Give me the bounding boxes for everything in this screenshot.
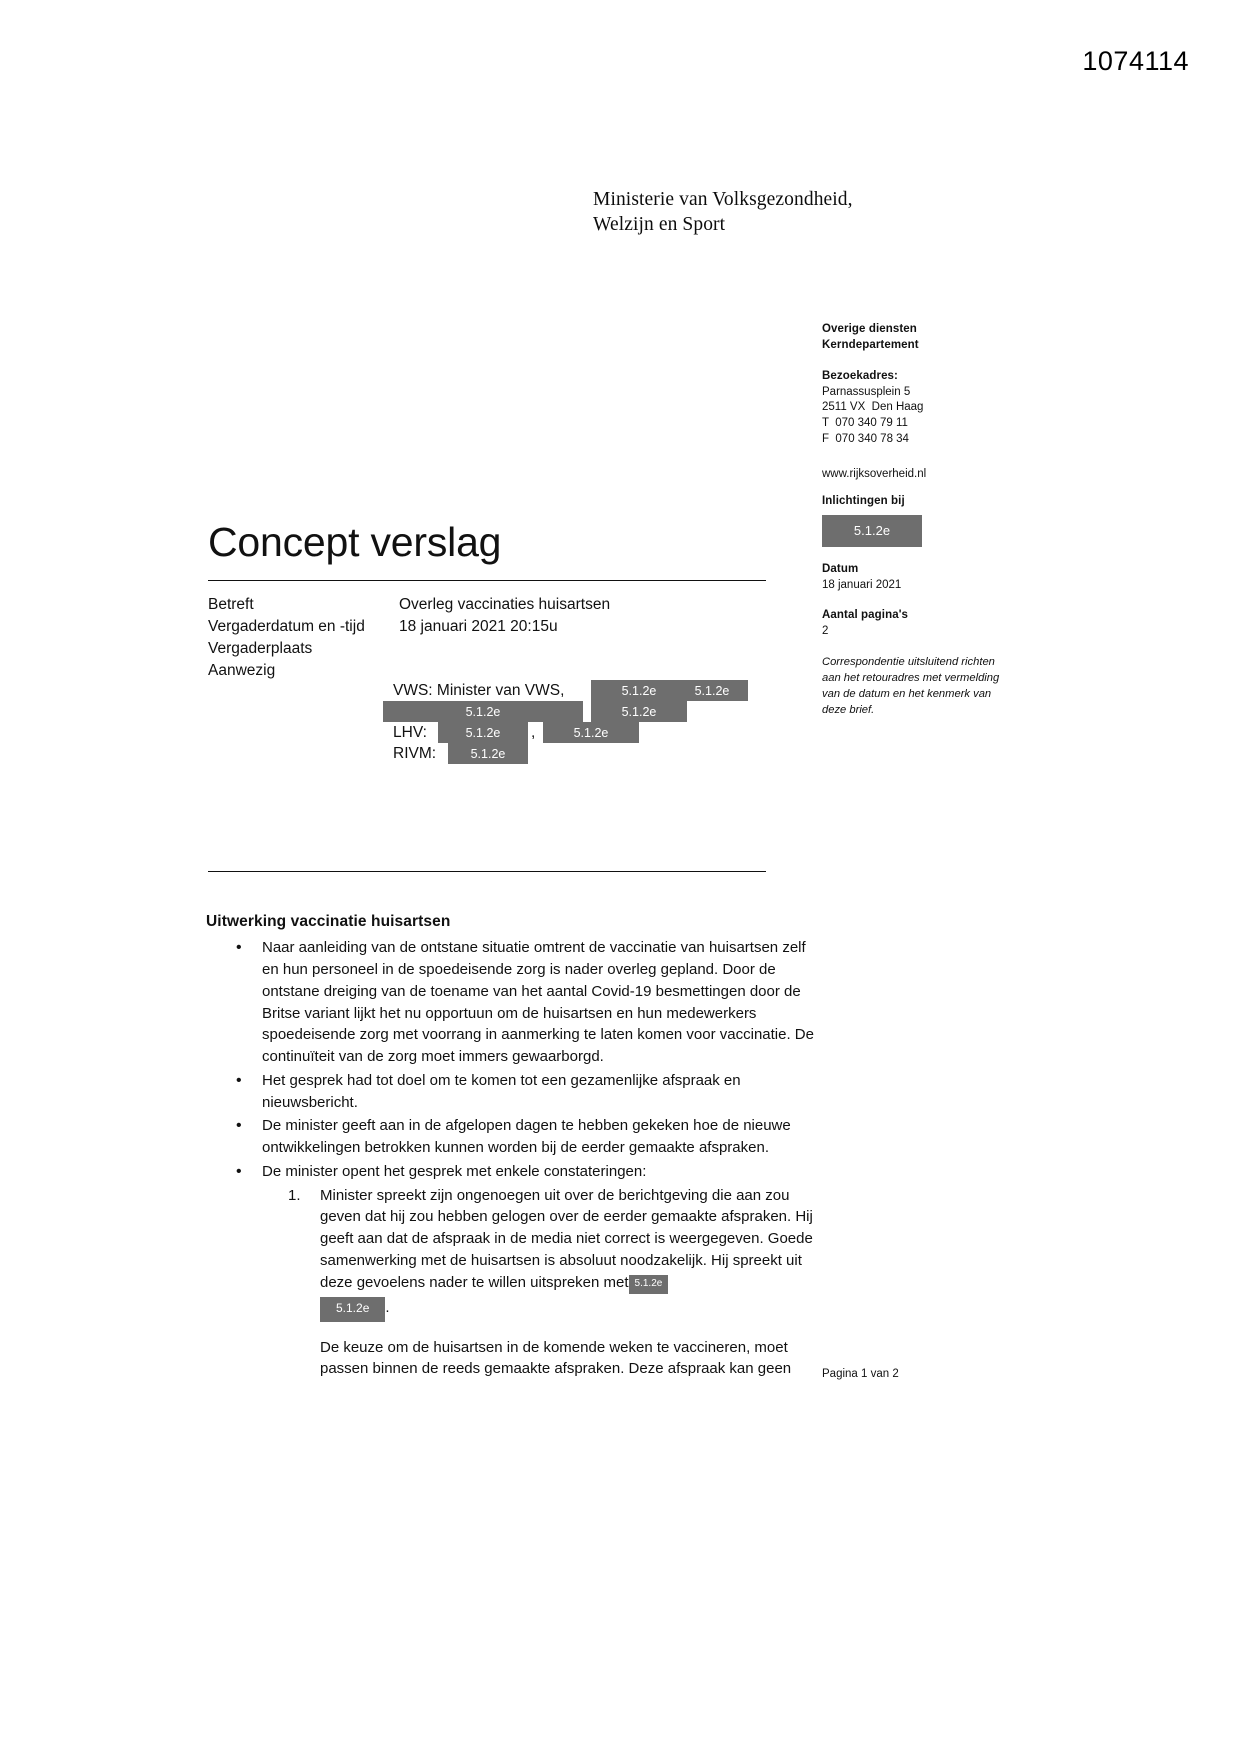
redaction-box-vws-4: 5.1.2e: [591, 701, 687, 722]
attendee-org-vws: VWS: Minister van VWS,: [393, 682, 565, 699]
attendee-line-rivm: [393, 743, 813, 764]
fax-number: F 070 340 78 34: [822, 433, 909, 446]
document-number: 1074114: [1082, 46, 1189, 76]
redaction-box-vws-2: 5.1.2e: [676, 680, 748, 701]
attendee-separator-lhv: ,: [531, 724, 536, 741]
field-label-betreft: Betreft: [208, 596, 254, 613]
bullet-list: [206, 937, 816, 1380]
document-body: [206, 911, 816, 1382]
page-count-label: Aantal pagina's: [822, 609, 909, 622]
field-label-aanwezig: Aanwezig: [208, 662, 276, 679]
list-item: • Naar aanleiding van de ontstane situatie omtrent de vaccinatie van huisartsen zelf en hun personeel in de spoedeisende zorg is nader overleg gepland. Door de ontstane dreiging van de toename van het aantal Covid-19 besmettingen door de Britse variant lijkt het nu opportuun om de huisartsen en hun medewerkers spoedeisende zorg met voorrang in aanmerking te laten komen voor vaccinatie. De continuïteit van de zorg moet immers gewaarborgd.: [236, 937, 816, 1068]
page-count-value: 2: [822, 625, 829, 638]
attendee-line-lhv: [393, 722, 813, 743]
page-title: Concept verslag: [208, 519, 502, 566]
redaction-box-lhv-1: 5.1.2e: [438, 722, 528, 743]
department-line-2: Kerndepartement: [822, 338, 919, 351]
redaction-box-vws-3: 5.1.2e: [383, 701, 583, 722]
field-value-vergaderdatum: 18 januari 2021 20:15u: [399, 618, 558, 635]
redaction-box-vws-1: 5.1.2e: [591, 680, 687, 701]
field-value-betreft: Overleg vaccinaties huisartsen: [399, 596, 611, 613]
phone-number: T 070 340 79 11: [822, 417, 908, 430]
divider-bottom: [208, 871, 766, 872]
redaction-box-body-1: 5.1.2e: [629, 1275, 669, 1295]
numbered-list: [262, 1185, 816, 1380]
attendee-line-vws-2: [393, 701, 813, 722]
field-row-vergaderdatum: [208, 616, 808, 638]
attendee-list: [393, 680, 813, 764]
field-label-vergaderplaats: Vergaderplaats: [208, 640, 313, 657]
redaction-box-body-2: 5.1.2e: [320, 1297, 385, 1321]
redaction-box-rivm-1: 5.1.2e: [448, 743, 528, 764]
redaction-box-lhv-2: 5.1.2e: [543, 722, 639, 743]
date-value: 18 januari 2021: [822, 578, 902, 591]
address-city: 2511 VX Den Haag: [822, 401, 924, 414]
field-row-aanwezig: [208, 660, 808, 682]
department-line-1: Overige diensten: [822, 323, 917, 335]
list-item: • De minister geeft aan in de afgelopen dagen te hebben gekeken hoe de nieuwe ontwikkelingen betrokken kunnen worden bij de eerder gemaakte afspraken.: [236, 1115, 816, 1159]
ministry-wordmark: [593, 188, 853, 238]
closing-paragraph: De keuze om de huisartsen in de komende weken te vaccineren, moet passen binnen de reeds gemaakte afspraken. Deze afspraak kan geen: [320, 1338, 792, 1378]
numbered-item-period: .: [385, 1299, 390, 1317]
page-footer: Pagina 1 van 2: [822, 1368, 899, 1380]
address-street: Parnassusplein 5: [822, 385, 911, 398]
numbered-item-text: Minister spreekt zijn ongenoegen uit over de berichtgeving die aan zou geven dat hij zou hebben gelogen over de eerder gemaakte afspraken. Hij geeft aan dat de afspraak in de media niet correct is weergegeven. Goede samenwerking met de huisartsen is absoluut noodzakelijk. Hij spreekt uit deze gevoelens nader te willen uitspreken met: [320, 1186, 813, 1291]
redaction-box-inquiries: 5.1.2e: [822, 515, 922, 547]
attendee-org-lhv: LHV:: [393, 724, 427, 741]
correspondence-note: Correspondentie uitsluitend richten aan het retouradres met vermelding van de datum en het kenmerk van deze brief.: [822, 656, 1000, 716]
metadata-sidebar: [822, 322, 1012, 719]
inquiries-label: Inlichtingen bij: [822, 494, 905, 507]
date-label: Datum: [822, 562, 859, 575]
list-item-label: De minister opent het gesprek met enkele constateringen:: [262, 1162, 647, 1180]
section-heading: Uitwerking vaccinatie huisartsen: [206, 913, 451, 930]
attendee-org-rivm: RIVM:: [393, 745, 437, 762]
numbered-list-item: [288, 1185, 816, 1380]
divider-top: [208, 580, 766, 581]
visiting-address-label: Bezoekadres:: [822, 369, 898, 382]
attendee-line-vws: [393, 680, 813, 701]
meeting-fields: [208, 594, 808, 682]
website-url[interactable]: www.rijksoverheid.nl: [822, 468, 927, 481]
list-item: • Het gesprek had tot doel om te komen tot een gezamenlijke afspraak en nieuwsbericht.: [236, 1070, 816, 1114]
field-row-betreft: [208, 594, 808, 616]
field-label-vergaderdatum: Vergaderdatum en -tijd: [208, 618, 365, 635]
field-row-vergaderplaats: [208, 638, 808, 660]
ministry-line-2: Welzijn en Sport: [593, 213, 726, 235]
list-item: [236, 1161, 816, 1380]
ministry-line-1: Ministerie van Volksgezondheid,: [593, 189, 853, 210]
